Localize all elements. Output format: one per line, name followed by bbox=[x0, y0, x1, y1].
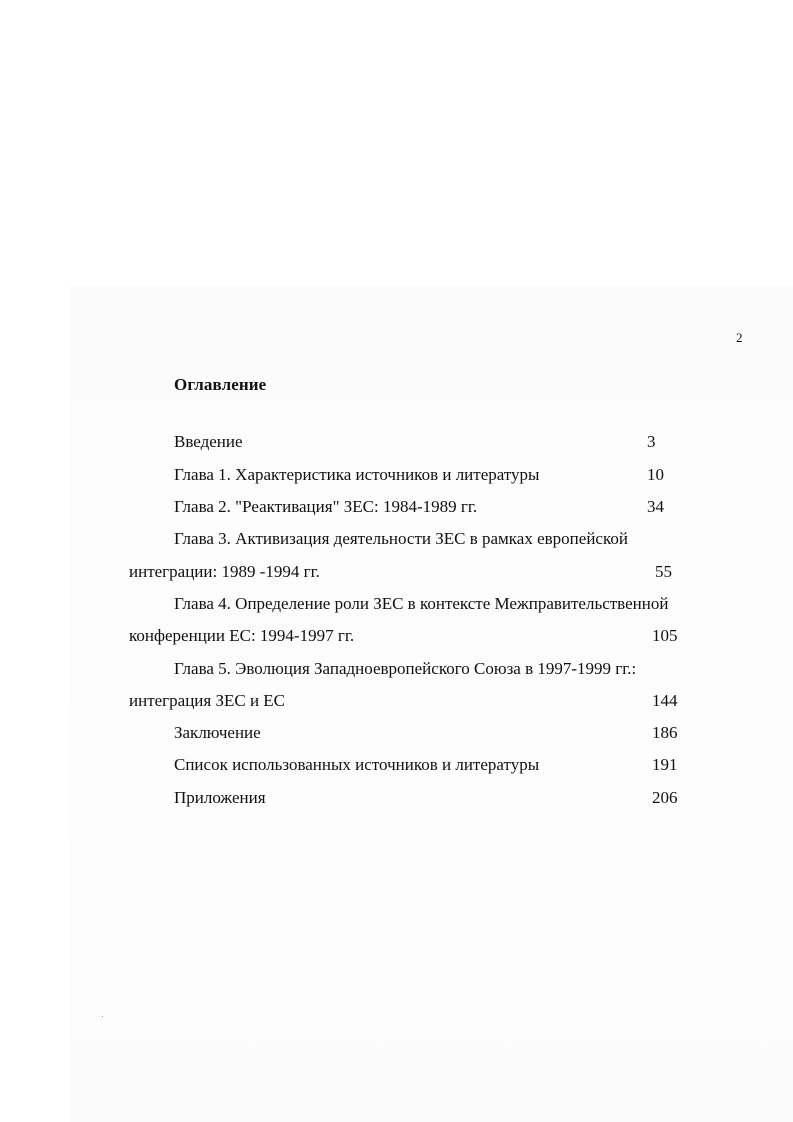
toc-entry-conclusion: Заключение bbox=[174, 723, 261, 742]
toc-entry-page: 34 bbox=[647, 497, 664, 516]
toc-entry-page: 3 bbox=[647, 432, 656, 451]
toc-entry-page: 10 bbox=[647, 465, 664, 484]
toc-entry-chapter-3-continuation: интеграции: 1989 -1994 гг. bbox=[129, 562, 320, 581]
toc-entry-chapter-4: Глава 4. Определение роли ЗЕС в контексте Межправительственной bbox=[174, 594, 669, 613]
toc-entry-chapter-4-continuation: конференции ЕС: 1994-1997 гг. bbox=[129, 626, 355, 645]
toc-entry-page: 191 bbox=[652, 755, 678, 774]
toc-entry-page: 144 bbox=[652, 691, 678, 710]
toc-entry-chapter-1: Глава 1. Характеристика источников и литературы bbox=[174, 465, 540, 484]
page-number: 2 bbox=[736, 330, 743, 345]
toc-entry-page: 55 bbox=[655, 562, 672, 581]
toc-entry-chapter-5: Глава 5. Эволюция Западноевропейского Союза в 1997-1999 гг.: bbox=[174, 659, 637, 678]
toc-entry-introduction: Введение bbox=[174, 432, 243, 451]
toc-entry-page: 186 bbox=[652, 723, 678, 742]
toc-entry-chapter-2: Глава 2. "Реактивация" ЗЕС: 1984-1989 гг. bbox=[174, 497, 478, 516]
toc-entry-chapter-3: Глава 3. Активизация деятельности ЗЕС в рамках европейской bbox=[174, 529, 628, 548]
scan-speck bbox=[102, 1016, 103, 1017]
toc-entry-appendices: Приложения bbox=[174, 788, 266, 807]
toc-entry-page: 206 bbox=[652, 788, 678, 807]
toc-entry-bibliography: Список использованных источников и литературы bbox=[174, 755, 540, 774]
toc-entry-chapter-5-continuation: интеграция ЗЕС и ЕС bbox=[129, 691, 286, 710]
toc-entry-page: 105 bbox=[652, 626, 678, 645]
toc-heading: Оглавление bbox=[174, 375, 267, 394]
